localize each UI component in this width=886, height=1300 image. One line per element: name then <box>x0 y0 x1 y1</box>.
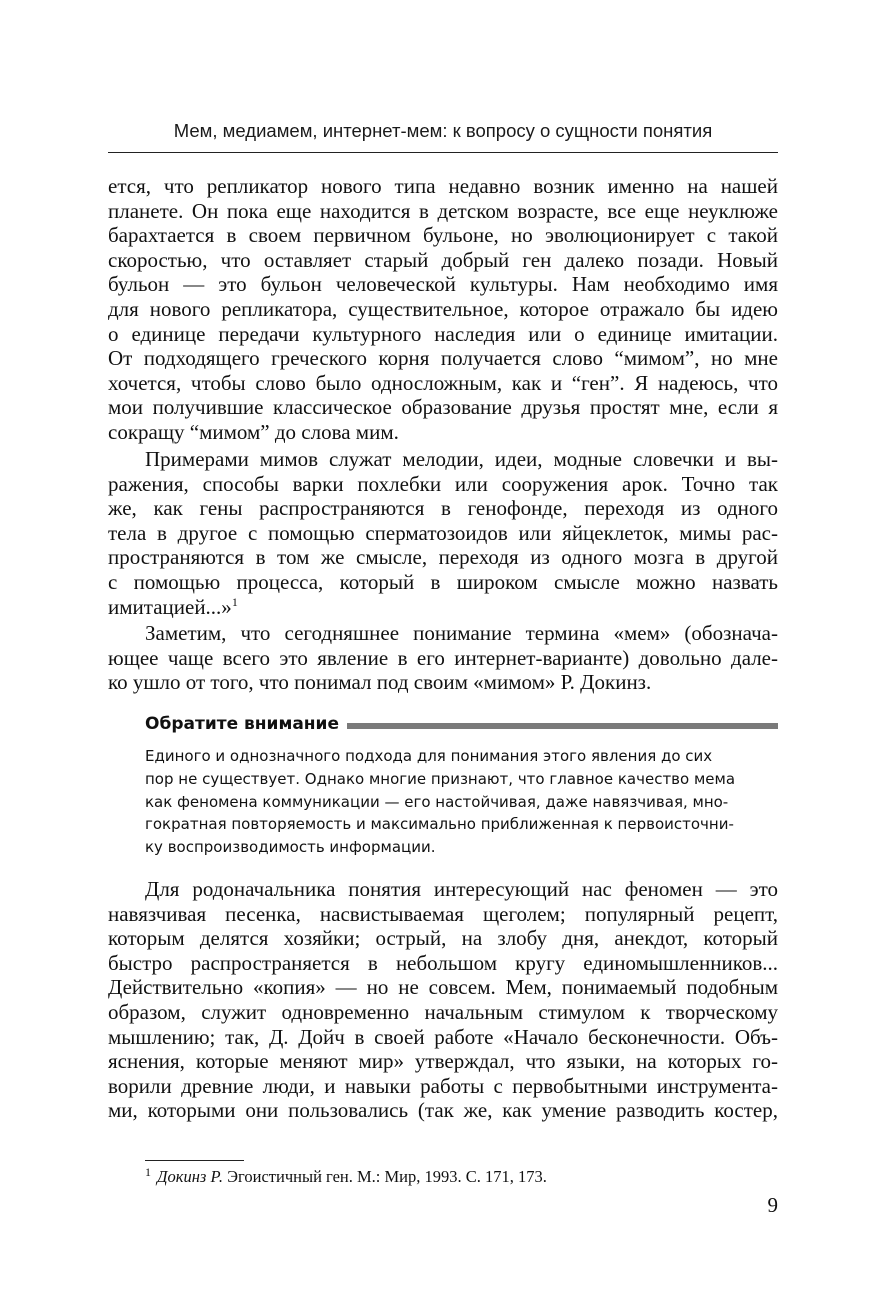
text-line: Примерами мимов служат мелодии, идеи, модные словечки и вы- <box>145 447 778 471</box>
text-line: о единице передачи культурного наследия или о единице имитации. <box>108 321 778 346</box>
text-line: образом, служит одновременно начальным стимулом к творческому <box>108 999 778 1024</box>
text-line: же, как гены распространяются в генофонде, переходя из одного <box>108 496 778 521</box>
text-line: мышлению; так, Д. Дойч в своей работе «Начало бесконечности. Объ- <box>108 1024 778 1049</box>
text-line: ражения, способы варки похлебки или сооружения арок. Точно так <box>108 471 778 496</box>
note-line: как феномена коммуникации — его настойчивая, даже навязчивая, мно- <box>145 792 729 811</box>
header-rule <box>108 152 778 153</box>
text-line: ко ушло от того, что понимал под своим «мимом» Р. Докинз. <box>108 670 652 695</box>
note-body <box>145 745 755 859</box>
text-line: ется, что репликатор нового типа недавно возник именно на нашей <box>108 174 778 198</box>
footnote-number: 1 <box>145 1165 151 1179</box>
text-line: скоростью, что оставляет старый добрый ген далеко позади. Новый <box>108 247 778 272</box>
text-line: планете. Он пока еще находится в детском возрасте, все еще неуклюже <box>108 198 778 223</box>
text-line: пространяются в том же смысле, переходя из одного мозга в другой <box>108 545 778 570</box>
running-header: Мем, медиамем, интернет-мем: к вопросу о сущности понятия <box>173 120 713 141</box>
text-line: тела в другое с помощью сперматозоидов или яйцеклеток, мимы рас- <box>108 520 778 545</box>
note-line: ку воспроизводимость информации. <box>145 838 436 857</box>
footnote-author: Докинз Р. <box>157 1167 224 1186</box>
paragraph-4 <box>108 877 778 1123</box>
text-line-with-footnote <box>108 595 778 620</box>
text-line: сокращу “мимом” до слова мим. <box>108 419 399 444</box>
text-line: с помощью процесса, который в широком смысле можно назвать <box>108 569 778 594</box>
text-line: От подходящего греческого корня получается слово “мимом”, но мне <box>108 346 778 371</box>
text-line: бульон — это бульон человеческой культуры. Нам необходимо имя <box>108 272 778 297</box>
text-line: которым делятся хозяйки; острый, на злобу дня, анекдот, который <box>108 926 778 951</box>
page-number: 9 <box>767 1193 778 1217</box>
paragraph-1 <box>108 174 778 445</box>
note-line: гократная повторяемость и максимально приближенная к первоисточни- <box>145 815 734 834</box>
text-line: хочется, чтобы слово было односложным, как и “ген”. Я надеюсь, что <box>108 370 778 395</box>
note-line: пор не существует. Однако многие признают, что главное качество мема <box>145 769 736 788</box>
text-line: Действительно «копия» — но не совсем. Мем, понимаемый подобным <box>108 975 778 1000</box>
text-line: мои получившие классическое образование друзья простят мне, если я <box>108 395 778 420</box>
text-line: ющее чаще всего это явление в его интернет-варианте) довольно дале- <box>108 645 778 670</box>
text-line: имитацией...» <box>108 594 232 619</box>
note-bar <box>347 723 778 729</box>
paragraph-3 <box>108 621 778 695</box>
text-line: ми, которыми они пользовались (так же, как умение разводить костер, <box>108 1098 778 1123</box>
footnote-text: Эгоистичный ген. М.: Мир, 1993. С. 171, 173. <box>227 1167 547 1186</box>
text-line: Для родоначальника понятия интересующий нас феномен — это <box>145 877 778 901</box>
text-line: для нового репликатора, существительное, которое отражало бы идею <box>108 296 778 321</box>
text-line: барахтается в своем первичном бульоне, но эволюционирует с такой <box>108 223 778 248</box>
footnote-ref[interactable]: 1 <box>231 594 238 609</box>
footnote <box>145 1165 547 1187</box>
text-line: быстро распространяется в небольшом кругу единомышленников... <box>108 950 778 975</box>
text-line: навязчивая песенка, насвистываемая щеголем; популярный рецепт, <box>108 901 778 926</box>
paragraph-2 <box>108 447 778 619</box>
note-header <box>145 711 778 737</box>
text-line: ворили древние люди, и навыки работы с первобытными инструмента- <box>108 1073 778 1098</box>
text-line: Заметим, что сегодняшнее понимание термина «мем» (обознача- <box>145 621 778 645</box>
footnote-rule <box>145 1160 244 1161</box>
note-line: Единого и однозначного подхода для понимания этого явления до сих <box>145 747 713 765</box>
text-line: яснения, которые меняют мир» утверждал, что языки, на которых го- <box>108 1049 778 1074</box>
note-title: Обратите внимание <box>145 714 339 734</box>
